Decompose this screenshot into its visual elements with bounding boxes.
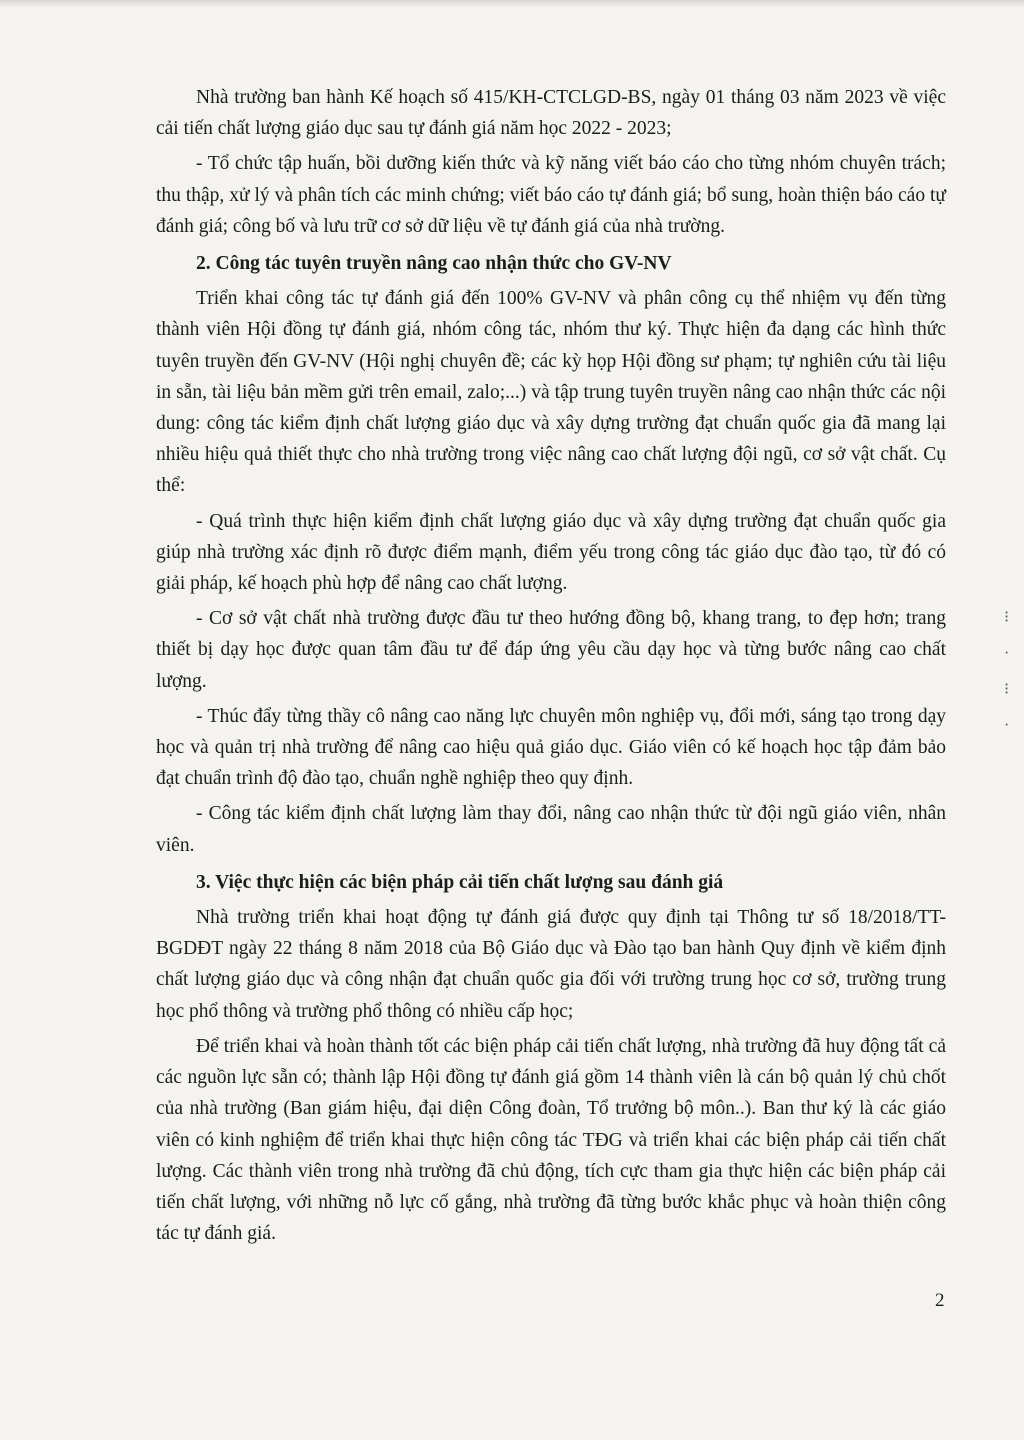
section-2-bullet: - Công tác kiểm định chất lượng làm thay đổi, nâng cao nhận thức từ đội ngũ giáo viên, nhân viên. xyxy=(156,803,946,856)
margin-scan-marks xyxy=(1004,600,1024,760)
section-2-bullet: - Thúc đẩy từng thầy cô nâng cao năng lực chuyên môn nghiệp vụ, đổi mới, sáng tạo trong dạy học và quản trị nhà trường để nâng cao hiệu quả giáo dục. Giáo viên có kế hoạch học tập đảm bảo đạt chuẩn trình độ đào tạo, chuẩn nghề nghiệp theo quy định. xyxy=(156,705,946,790)
scan-top-edge xyxy=(0,0,1024,8)
intro-paragraph-plan: Nhà trường ban hành Kế hoạch số 415/KH-CTCLGD-BS, ngày 01 tháng 03 năm 2023 về việc cải tiến chất lượng giáo dục sau tự đánh giá năm học 2022 - 2023; xyxy=(156,87,946,140)
section-2-paragraph: Triển khai công tác tự đánh giá đến 100% GV-NV và phân công cụ thể nhiệm vụ đến từng thành viên Hội đồng tự đánh giá, nhóm công tác, nhóm thư ký. Thực hiện đa dạng các hình thức tuyên truyền đến GV-NV (Hội nghị chuyên đề; các kỳ họp Hội đồng sư phạm; tự nghiên cứu tài liệu in sẵn, tài liệu bản mềm gửi trên email, zalo;...) và tập trung tuyên truyền nâng cao nhận thức các nội dung: công tác kiểm định chất lượng giáo dục và xây dựng trường đạt chuẩn quốc gia đã mang lại nhiều hiệu quả thiết thực cho nhà trường trong việc nâng cao chất lượng đội ngũ, cơ sở vật chất. Cụ thể: xyxy=(156,288,946,497)
section-2-bullet: - Cơ sở vật chất nhà trường được đầu tư theo hướng đồng bộ, khang trang, to đẹp hơn; trang thiết bị dạy học được quan tâm đầu tư để đáp ứng yêu cầu dạy học và từng bước nâng cao chất lượng. xyxy=(156,608,946,692)
scan-mark: · xyxy=(1004,645,1010,662)
section-2-bullet: - Quá trình thực hiện kiểm định chất lượng giáo dục và xây dựng trường đạt chuẩn quốc gia giúp nhà trường xác định rõ được điểm mạnh, điểm yếu trong công tác giáo dục đào tạo, từ đó có giải pháp, kế hoạch phù hợp để nâng cao chất lượng. xyxy=(156,510,946,595)
scan-mark: ⁝ xyxy=(1004,681,1010,698)
section-3-paragraph: Nhà trường triển khai hoạt động tự đánh giá được quy định tại Thông tư số 18/2018/TT-BGDĐT ngày 22 tháng 8 năm 2018 của Bộ Giáo dục và Đào tạo ban hành Quy định về kiểm định chất lượng giáo dục và công nhận đạt chuẩn quốc gia đối với trường trung học cơ sở, trường trung học phổ thông và trường phổ thông có nhiều cấp học; xyxy=(156,907,946,1022)
section-3-heading: 3. Việc thực hiện các biện pháp cải tiến chất lượng sau đánh giá xyxy=(196,871,724,893)
section-2-heading: 2. Công tác tuyên truyền nâng cao nhận thức cho GV-NV xyxy=(196,253,672,275)
section-3-paragraph: Để triển khai và hoàn thành tốt các biện pháp cải tiến chất lượng, nhà trường đã huy động tất cả các nguồn lực sẵn có; thành lập Hội đồng tự đánh giá gồm 14 thành viên là cán bộ quản lý chủ chốt của nhà trường (Ban giám hiệu, đại diện Công đoàn, Tổ trưởng bộ môn..). Ban thư ký là các giáo viên có kinh nghiệm để triển khai thực hiện công tác TĐG và triển khai các biện pháp cải tiến chất lượng. Các thành viên trong nhà trường đã chủ động, tích cực tham gia thực hiện các biện pháp cải tiến chất lượng, với những nỗ lực cố gắng, nhà trường đã từng bước khắc phục và hoàn thiện công tác tự đánh giá. xyxy=(156,1035,946,1245)
scan-mark: · xyxy=(1004,717,1010,734)
scan-mark: ⁝ xyxy=(1004,609,1010,626)
document-body xyxy=(156,82,946,1249)
intro-paragraph-training: - Tổ chức tập huấn, bồi dưỡng kiến thức và kỹ năng viết báo cáo cho từng nhóm chuyên trách; thu thập, xử lý và phân tích các minh chứng; viết báo cáo tự đánh giá; bổ sung, hoàn thiện báo cáo tự đánh giá; công bố và lưu trữ cơ sở dữ liệu về tự đánh giá của nhà trường. xyxy=(156,153,946,237)
page-number: 2 xyxy=(935,1290,945,1311)
